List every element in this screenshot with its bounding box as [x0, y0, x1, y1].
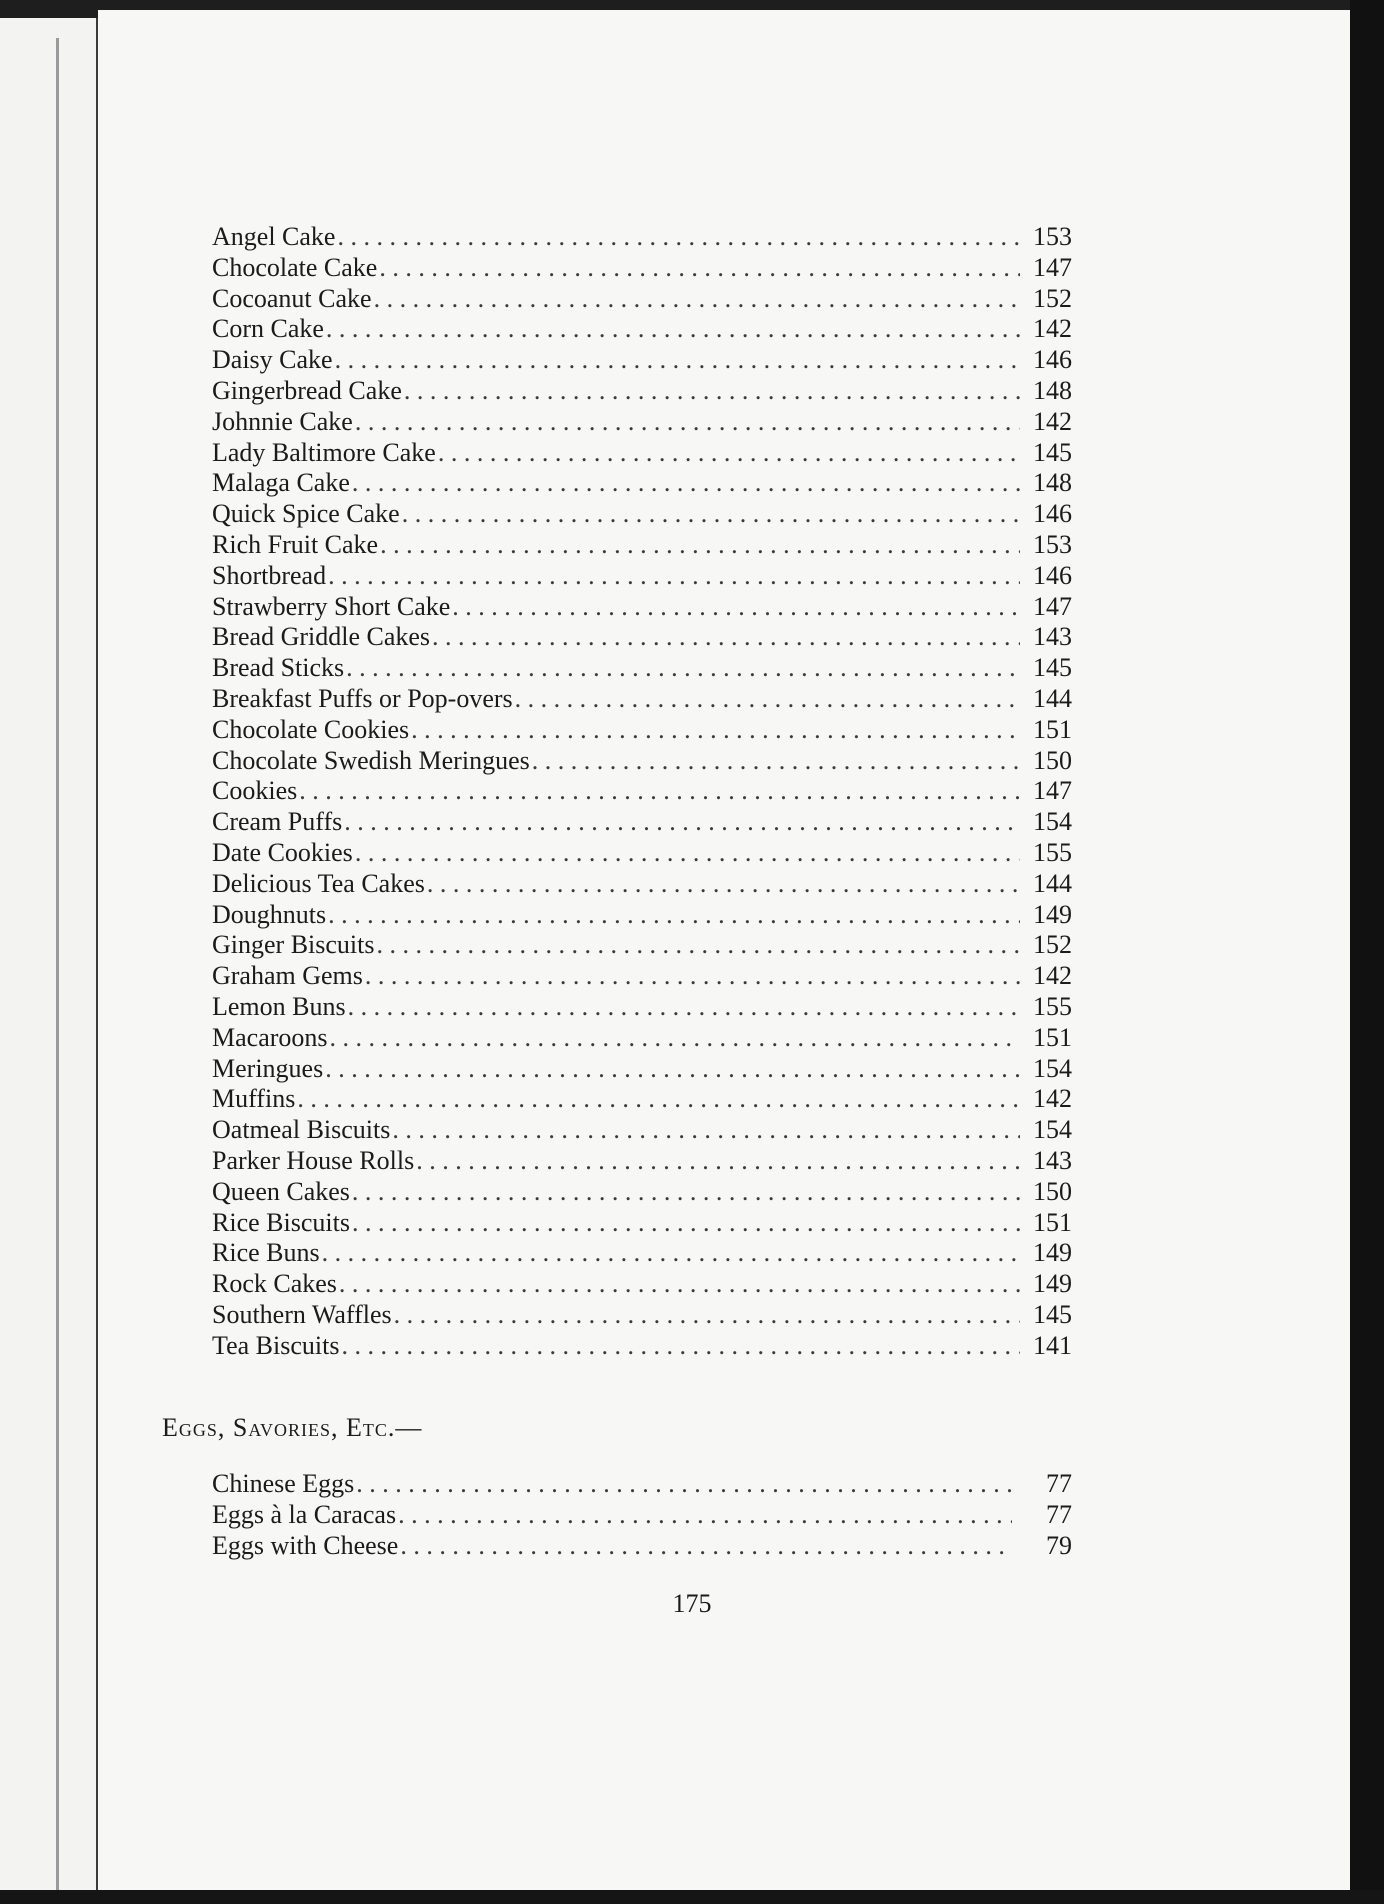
index-entry: [212, 684, 1072, 715]
entry-page-number: 153: [1033, 222, 1072, 251]
index-entry: [212, 561, 1072, 592]
dot-leader: [350, 468, 1020, 499]
entry-page-number: 150: [1033, 745, 1072, 775]
index-entry: [212, 1023, 1072, 1054]
entry-page-number: 155: [1033, 837, 1072, 867]
dot-leader: [353, 838, 1020, 869]
index-entry: [212, 992, 1072, 1023]
dot-leader: [335, 222, 1020, 253]
entry-page-number: 149: [1033, 1269, 1072, 1299]
dot-leader: [430, 622, 1020, 653]
dot-leader: [400, 499, 1020, 530]
dot-leader: [375, 930, 1021, 961]
entry-title: Rock Cakes: [212, 1269, 337, 1299]
entry-title: Southern Waffles: [212, 1299, 392, 1329]
entry-title: Cookies: [212, 776, 298, 806]
dot-leader: [295, 1084, 1020, 1115]
index-entry: [212, 869, 1072, 900]
index-entry: [212, 961, 1072, 992]
index-entry: [212, 345, 1072, 376]
entry-page-number: 149: [1033, 1238, 1072, 1268]
dot-leader: [350, 1177, 1020, 1208]
index-entry: [212, 499, 1072, 530]
dot-leader: [392, 1300, 1020, 1331]
entry-title: Corn Cake: [212, 314, 324, 344]
entry-page-number: 152: [1033, 930, 1072, 960]
entry-page-number: 145: [1033, 1299, 1072, 1329]
entry-page-number: 79: [1046, 1531, 1072, 1561]
entry-page-number: 149: [1033, 899, 1072, 929]
dot-leader: [337, 1269, 1020, 1300]
entry-page-number: 150: [1033, 1176, 1072, 1206]
entry-page-number: 155: [1033, 991, 1072, 1021]
entry-page-number: 143: [1033, 622, 1072, 652]
entry-title: Tea Biscuits: [212, 1330, 340, 1360]
dot-leader: [390, 1115, 1020, 1146]
entry-page-number: 147: [1033, 776, 1072, 806]
dot-leader: [354, 1469, 1012, 1500]
entry-title: Strawberry Short Cake: [212, 591, 451, 621]
index-entry: [212, 1469, 1072, 1500]
dot-leader: [320, 1238, 1020, 1269]
index-entry: [212, 1531, 1072, 1562]
index-entry: [212, 900, 1072, 931]
entry-title: Graham Gems: [212, 961, 363, 991]
dot-leader: [436, 438, 1020, 469]
entry-page-number: 151: [1033, 714, 1072, 744]
entry-title: Rice Biscuits: [212, 1207, 350, 1237]
index-entry: [212, 653, 1072, 684]
index-entry: [212, 1500, 1072, 1531]
index-entry: [212, 530, 1072, 561]
index-entry: [212, 468, 1072, 499]
baked-goods-list: [212, 222, 1072, 1361]
dot-leader: [414, 1146, 1020, 1177]
dot-leader: [398, 1531, 1012, 1562]
dot-leader: [409, 715, 1020, 746]
entry-title: Ginger Biscuits: [212, 930, 375, 960]
index-entry: [212, 1300, 1072, 1331]
entry-title: Chocolate Swedish Meringues: [212, 745, 530, 775]
entry-page-number: 151: [1033, 1022, 1072, 1052]
entry-page-number: 77: [1046, 1500, 1072, 1530]
entry-page-number: 142: [1033, 406, 1072, 436]
section-heading: Eggs, Savories, Etc.—: [162, 1413, 423, 1443]
entry-title: Cream Puffs: [212, 807, 343, 837]
dot-leader: [346, 992, 1020, 1023]
dot-leader: [372, 284, 1020, 315]
entry-page-number: 77: [1046, 1469, 1072, 1499]
index-entry: [212, 376, 1072, 407]
index-entry: [212, 222, 1072, 253]
entry-title: Daisy Cake: [212, 345, 333, 375]
entry-title: Parker House Rolls: [212, 1145, 415, 1175]
dot-leader: [328, 1023, 1020, 1054]
entry-page-number: 153: [1033, 529, 1072, 559]
entry-title: Angel Cake: [212, 222, 336, 251]
index-entry: [212, 1084, 1072, 1115]
dot-leader: [326, 900, 1020, 931]
entry-page-number: 152: [1033, 283, 1072, 313]
index-entry: [212, 807, 1072, 838]
index-entry: [212, 284, 1072, 315]
index-entry: [212, 1331, 1072, 1362]
entry-page-number: 141: [1033, 1330, 1072, 1360]
entry-page-number: 154: [1033, 807, 1072, 837]
entry-title: Rich Fruit Cake: [212, 529, 379, 559]
entry-title: Queen Cakes: [212, 1176, 350, 1206]
index-entry: [212, 1238, 1072, 1269]
entry-page-number: 148: [1033, 468, 1072, 498]
entry-page-number: 151: [1033, 1207, 1072, 1237]
entry-title: Johnnie Cake: [212, 406, 353, 436]
dot-leader: [350, 1208, 1020, 1239]
entry-title: Delicious Tea Cakes: [212, 868, 425, 898]
index-entry: [212, 1177, 1072, 1208]
entry-page-number: 146: [1033, 499, 1072, 529]
dot-leader: [344, 653, 1020, 684]
index-entry: [212, 1115, 1072, 1146]
index-entry: [212, 715, 1072, 746]
dot-leader: [342, 807, 1020, 838]
dot-leader: [450, 592, 1020, 623]
entry-page-number: 142: [1033, 961, 1072, 991]
index-entry: [212, 930, 1072, 961]
entry-page-number: 154: [1033, 1115, 1072, 1145]
entry-page-number: 148: [1033, 375, 1072, 405]
dot-leader: [378, 530, 1020, 561]
entry-title: Chocolate Cake: [212, 252, 378, 282]
page-number: 175: [672, 1589, 712, 1618]
index-entry: [212, 838, 1072, 869]
dot-leader: [377, 253, 1020, 284]
index-entry: [212, 407, 1072, 438]
index-entry: [212, 314, 1072, 345]
entry-title: Chocolate Cookies: [212, 714, 410, 744]
entry-title: Cocoanut Cake: [212, 283, 372, 313]
dot-leader: [513, 684, 1020, 715]
entry-page-number: 146: [1033, 560, 1072, 590]
dot-leader: [339, 1331, 1020, 1362]
dot-leader: [333, 345, 1020, 376]
entry-title: Quick Spice Cake: [212, 499, 400, 529]
entry-page-number: 154: [1033, 1053, 1072, 1083]
entry-title: Bread Sticks: [212, 653, 345, 683]
entry-page-number: 142: [1033, 1084, 1072, 1114]
recipe-index: [162, 222, 1072, 1562]
dot-leader: [402, 376, 1020, 407]
dot-leader: [530, 746, 1020, 777]
eggs-list: [212, 1469, 1072, 1561]
entry-title: Lady Baltimore Cake: [212, 437, 436, 467]
entry-title: Breakfast Puffs or Pop-overs: [212, 683, 513, 713]
entry-page-number: 145: [1033, 653, 1072, 683]
entry-page-number: 147: [1033, 591, 1072, 621]
entry-title: Rice Buns: [212, 1238, 320, 1268]
entry-page-number: 144: [1033, 868, 1072, 898]
dot-leader: [324, 314, 1020, 345]
index-entry: [212, 592, 1072, 623]
entry-page-number: 143: [1033, 1145, 1072, 1175]
index-entry: [212, 622, 1072, 653]
index-entry: [212, 776, 1072, 807]
entry-page-number: 147: [1033, 252, 1072, 282]
dot-leader: [353, 407, 1020, 438]
entry-page-number: 144: [1033, 683, 1072, 713]
entry-title: Lemon Buns: [212, 991, 346, 1021]
entry-title: Date Cookies: [212, 837, 353, 867]
index-entry: [212, 253, 1072, 284]
entry-title: Malaga Cake: [212, 468, 350, 498]
dot-leader: [297, 776, 1020, 807]
entry-title: Oatmeal Biscuits: [212, 1115, 391, 1145]
entry-title: Bread Griddle Cakes: [212, 622, 431, 652]
dot-leader: [363, 961, 1020, 992]
index-entry: [212, 1208, 1072, 1239]
bottom-edge-shadow: [0, 1890, 1384, 1904]
entry-page-number: 146: [1033, 345, 1072, 375]
dot-leader: [326, 561, 1020, 592]
index-entry: [212, 1146, 1072, 1177]
entry-title: Eggs à la Caracas: [212, 1500, 397, 1530]
dot-leader: [323, 1054, 1020, 1085]
dot-leader: [425, 869, 1020, 900]
entry-page-number: 145: [1033, 437, 1072, 467]
index-entry: [212, 746, 1072, 777]
entry-title: Shortbread: [212, 560, 327, 590]
entry-title: Chinese Eggs: [212, 1469, 355, 1499]
index-entry: [212, 438, 1072, 469]
entry-title: Meringues: [212, 1053, 324, 1083]
index-entry: [212, 1054, 1072, 1085]
page-gutter-line: [56, 38, 59, 1898]
entry-title: Eggs with Cheese: [212, 1531, 399, 1561]
dot-leader: [396, 1500, 1012, 1531]
entry-title: Gingerbread Cake: [212, 375, 402, 405]
index-entry: [212, 1269, 1072, 1300]
entry-page-number: 142: [1033, 314, 1072, 344]
entry-title: Doughnuts: [212, 899, 327, 929]
entry-title: Muffins: [212, 1084, 296, 1114]
entry-title: Macaroons: [212, 1022, 328, 1052]
